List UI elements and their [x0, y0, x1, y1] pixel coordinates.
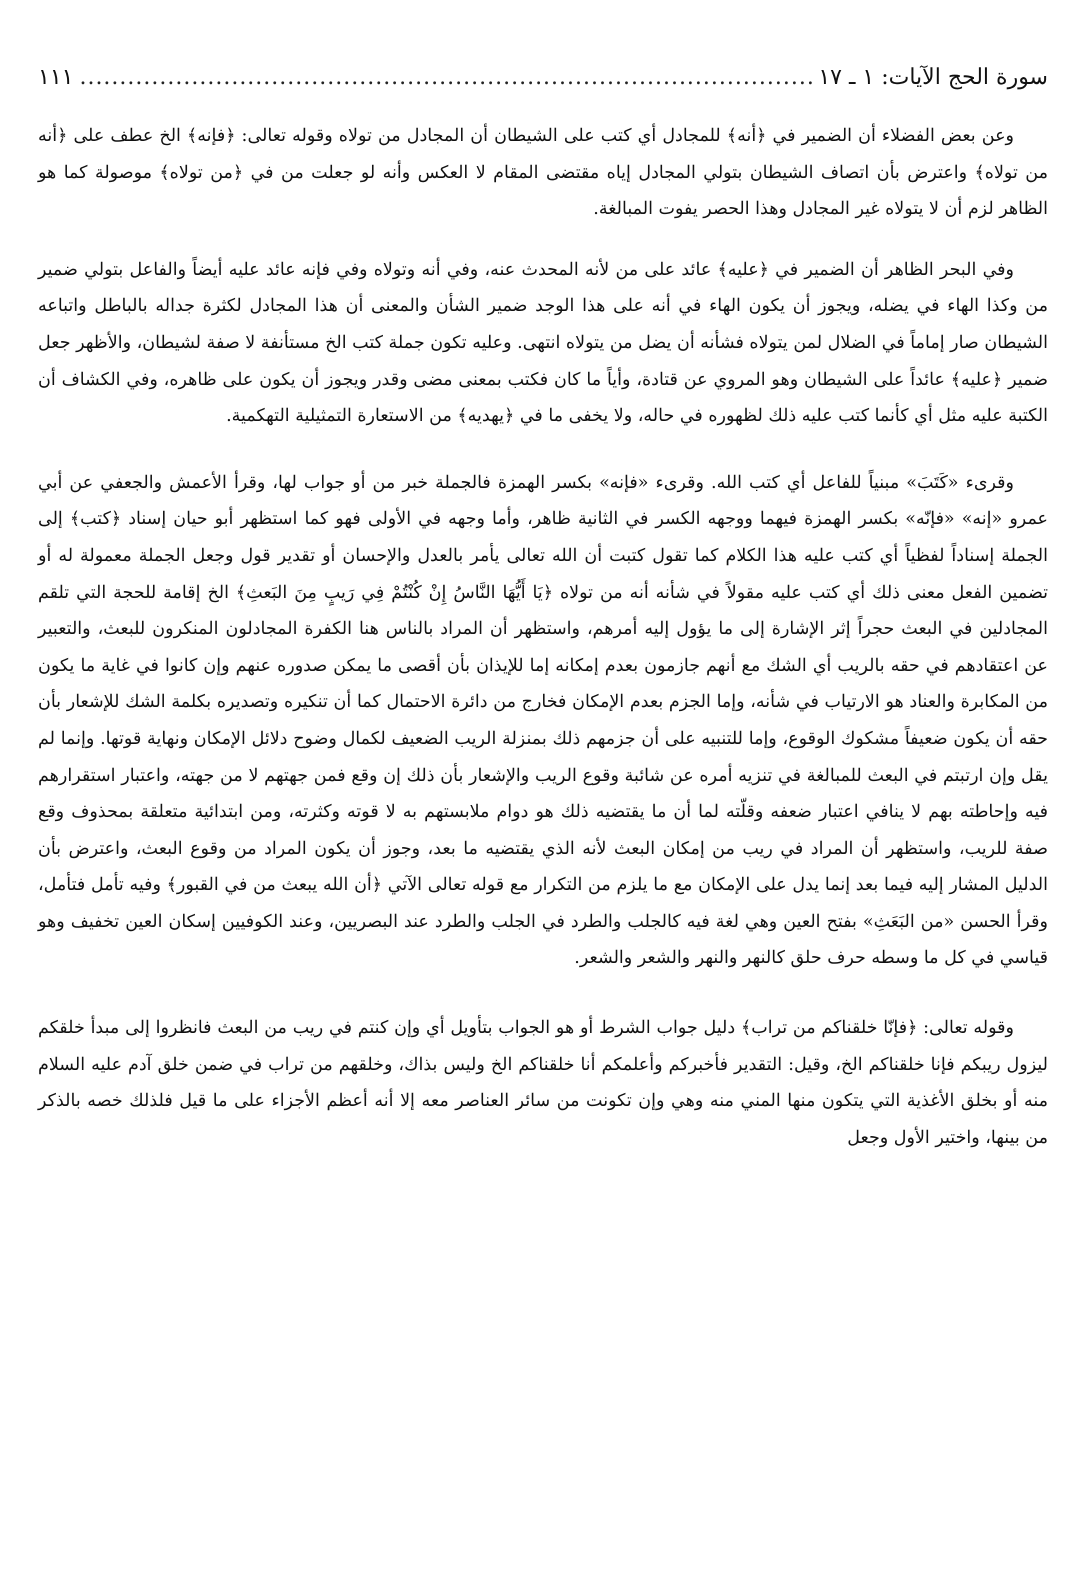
- running-header: [38, 58, 1048, 98]
- header-title: سورة الحج الآيات: ١ ـ ١٧: [818, 65, 1048, 90]
- paragraph: وعن بعض الفضلاء أن الضمير في ﴿أنه﴾ للمجادل أي كتب على الشيطان أن المجادل من تولاه وقوله تعالى: ﴿فإنه﴾ الخ عطف على ﴿أنه من تولاه﴾ واعترض بأن اتصاف الشيطان بتولي المجادل إياه مقتضى المقام لا العكس وأنه لو جعلت من في ﴿من تولاه﴾ موصولة كما هو الظاهر لزم أن لا يتولاه غير المجادل وهذا الحصر يفوت المبالغة.: [38, 126, 1048, 220]
- paragraph: وقوله تعالى: ﴿فإنّا خلقناكم من تراب﴾ دليل جواب الشرط أو هو الجواب بتأويل أي وإن كنتم في ريب من البعث فانظروا إلى مبدأ خلقكم ليزول ريبكم فإنا خلقناكم الخ، وقيل: التقدير فأخبركم وأعلمكم أنا خلقناكم الخ وليس بذاك، وخلقهم من تراب في ضمن خلق آدم عليه السلام منه أو بخلق الأغذية التي يتكون منها المني منه وهي وإن تكونت من سائر العناصر معه إلا أنه أعظم الأجزاء على ما قيل فلذلك خصه بالذكر من بينها، واختير الأول وجعل: [38, 1018, 1048, 1148]
- header-leader-dots: [79, 58, 812, 98]
- paragraph: وقرىء «كَتَبَ» مبنياً للفاعل أي كتب الله. وقرىء «فإنه» بكسر الهمزة فالجملة خبر من أو جواب لها، وقرأ الأعمش والجعفي عن أبي عمرو «إنه» «فإنّه» بكسر الهمزة فيهما ووجهه الكسر في الثانية ظاهر، وأما وجهه في الأولى فهو كما استظهر أبو حيان إسناد ﴿كتب﴾ إلى الجملة إسناداً لفظياً أي كتب عليه هذا الكلام كما تقول كتبت أن الله تعالى يأمر بالعدل والإحسان أو تقدير قول وجعل الجملة معمولة له أو تضمين الفعل معنى ذلك أي كتب عليه مقولاً في شأنه أنه من تولاه ﴿يَا أَيُّهَا النَّاسُ إِنْ كُنْتُمْ فِي رَيبٍ مِنَ البَعثِ﴾ الخ إقامة للحجة التي تلقم المجادلين في البعث حجراً إثر الإشارة إلى ما يؤول إليه أمرهم، واستظهر أن المراد بالناس هنا الكفرة المجادلون المنكرون للبعث، والتعبير عن اعتقادهم في حقه بالريب أي الشك مع أنهم جازمون بعدم إمكانه إما للإيذان بأن أقصى ما يمكن صدوره عنهم وإن كانوا في غاية ما يكون من المكابرة والعناد هو الارتياب في شأنه، وإما الجزم بعدم الإمكان فخارج من دائرة الاحتمال كما أن تنكيره وتصديره بكلمة الشك للإشعار بأن حقه أن يكون ضعيفاً مشكوك الوقوع، وإما للتنبيه على أن جزمهم ذلك بمنزلة الريب الضعيف لكمال وضوح دلائل الإمكان ونهاية قوتها. وإنما لم يقل وإن ارتبتم في البعث للمبالغة في تنزيه أمره عن شائبة وقوع الريب والإشعار بأن ذلك إن وقع فمن جهتهم لا من جهته، واعتبار استقرارهم فيه وإحاطته بهم لا ينافي اعتبار ضعفه وقلّته لما أن ما يقتضيه ذلك هو دوام ملابستهم به لا قوته وكثرته، ومن ابتدائية متعلقة بمحذوف وقع صفة للريب، واستظهر أن المراد في ريب من إمكان البعث لأنه الذي يقتضيه ما بعد، وجوز أن يكون المراد من وقوع البعث، واعترض بأن الدليل المشار إليه فيما بعد إنما يدل على الإمكان مع ما يلزم من التكرار مع قوله تعالى الآتي ﴿أن الله يبعث من في القبور﴾ وفيه تأمل فتأمل، وقرأ الحسن «من البَعَثِ» بفتح العين وهي لغة فيه كالجلب والطرد في الجلب والطرد عند البصريين، وعند الكوفيين إسكان العين تخفيف وهو قياسي في كل ما وسطه حرف حلق كالنهر والنهر والشعر والشعر.: [38, 472, 1048, 969]
- paragraph: وفي البحر الظاهر أن الضمير في ﴿عليه﴾ عائد على من لأنه المحدث عنه، وفي أنه وتولاه وفي فإنه عائد عليه أيضاً والفاعل بتولي ضمير من وكذا الهاء في يضله، ويجوز أن يكون الهاء في أنه على هذا الوجد ضمير الشأن والمعنى أن هذا المجادل لكثرة جداله بالباطل واتباعه الشيطان صار إماماً في الضلال لمن يتولاه فشأنه أن يضل من يتولاه انتهى. وعليه تكون جملة كتب الخ مستأنفة لا صفة لشيطان، والأظهر جعل ضمير ﴿عليه﴾ عائداً على الشيطان وهو المروي عن قتادة، وأياً ما كان فكتب بمعنى مضى وقدر ويجوز أن يكون على ظاهره، وفي الكشاف أن الكتبة عليه مثل أي كأنما كتب عليه ذلك لظهوره في حاله، ولا يخفى ما في ﴿يهديه﴾ من الاستعارة التمثيلية التهكمية.: [38, 259, 1048, 427]
- page-number: ١١١: [38, 65, 74, 90]
- page: [38, 58, 1048, 1156]
